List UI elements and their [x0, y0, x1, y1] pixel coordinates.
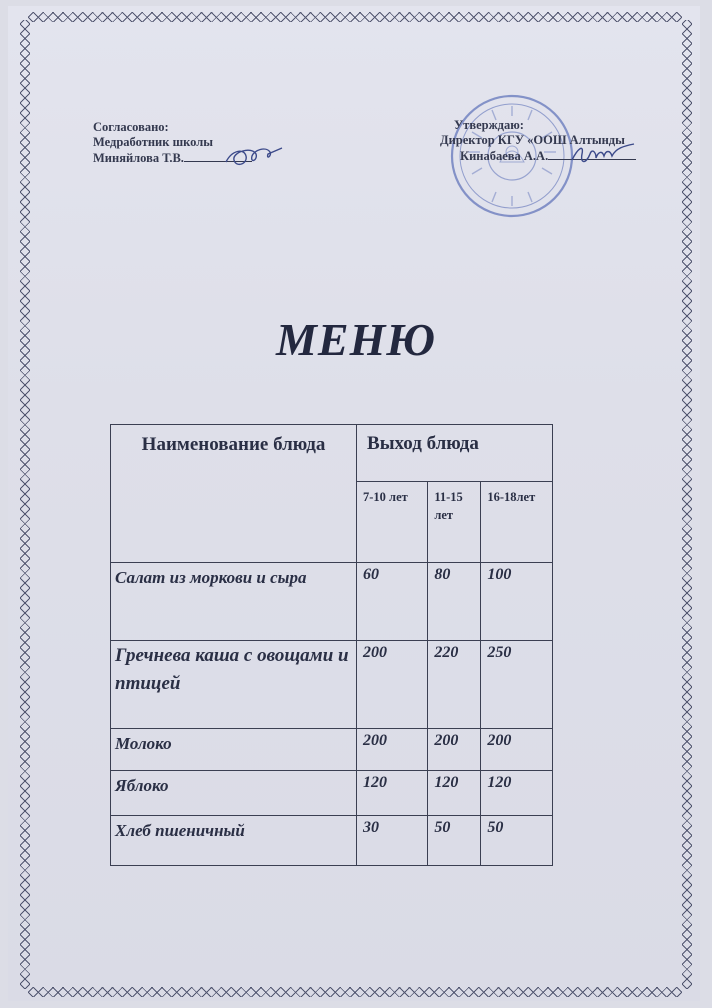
decorative-border-bottom — [28, 987, 682, 997]
portion-value: 30 — [357, 816, 428, 866]
menu-table — [110, 424, 553, 866]
approval-right-heading: Утверждаю: — [454, 118, 524, 132]
portion-value: 120 — [357, 771, 428, 816]
portion-value: 200 — [357, 641, 428, 729]
dish-name: Молоко — [111, 729, 357, 771]
approval-left-position: Медработник школы — [93, 135, 214, 149]
portion-value: 250 — [481, 641, 553, 729]
portion-value: 50 — [481, 816, 553, 866]
table-row — [111, 641, 553, 729]
portion-value: 220 — [428, 641, 481, 729]
approval-left-name: Миняйлова Т.В. — [93, 151, 184, 165]
header-age-group: 11-15 лет — [428, 482, 481, 563]
portion-value: 200 — [428, 729, 481, 771]
table-row — [111, 563, 553, 641]
dish-name: Яблоко — [111, 771, 357, 816]
portion-value: 60 — [357, 563, 428, 641]
table-row — [111, 729, 553, 771]
dish-name: Салат из моркови и сыра — [111, 563, 357, 641]
portion-value: 80 — [428, 563, 481, 641]
portion-value: 200 — [357, 729, 428, 771]
signature-left-icon — [222, 140, 292, 174]
decorative-border-right — [682, 20, 692, 989]
dish-name: Хлеб пшеничный — [111, 816, 357, 866]
approval-left-heading: Согласовано: — [93, 120, 169, 134]
header-dish-name: Наименование блюда — [111, 425, 357, 563]
table-row — [111, 816, 553, 866]
menu-title: МЕНЮ — [276, 314, 436, 365]
header-age-group: 16-18лет — [481, 482, 553, 563]
portion-value: 120 — [428, 771, 481, 816]
header-output: Выход блюда — [357, 425, 553, 482]
portion-value: 100 — [481, 563, 553, 641]
table-row — [111, 771, 553, 816]
approval-right-position: Директор КГУ «ООШ Алтынды — [440, 133, 625, 147]
dish-name: Гречнева каша с овощами и птицей — [111, 641, 357, 729]
portion-value: 50 — [428, 816, 481, 866]
decorative-border-top — [28, 12, 682, 22]
signature-right-icon — [566, 138, 640, 172]
portion-value: 200 — [481, 729, 553, 771]
approval-right-name: Кинабаева А.А. — [460, 149, 549, 163]
portion-value: 120 — [481, 771, 553, 816]
decorative-border-left — [20, 20, 30, 989]
header-age-group: 7-10 лет — [357, 482, 428, 563]
